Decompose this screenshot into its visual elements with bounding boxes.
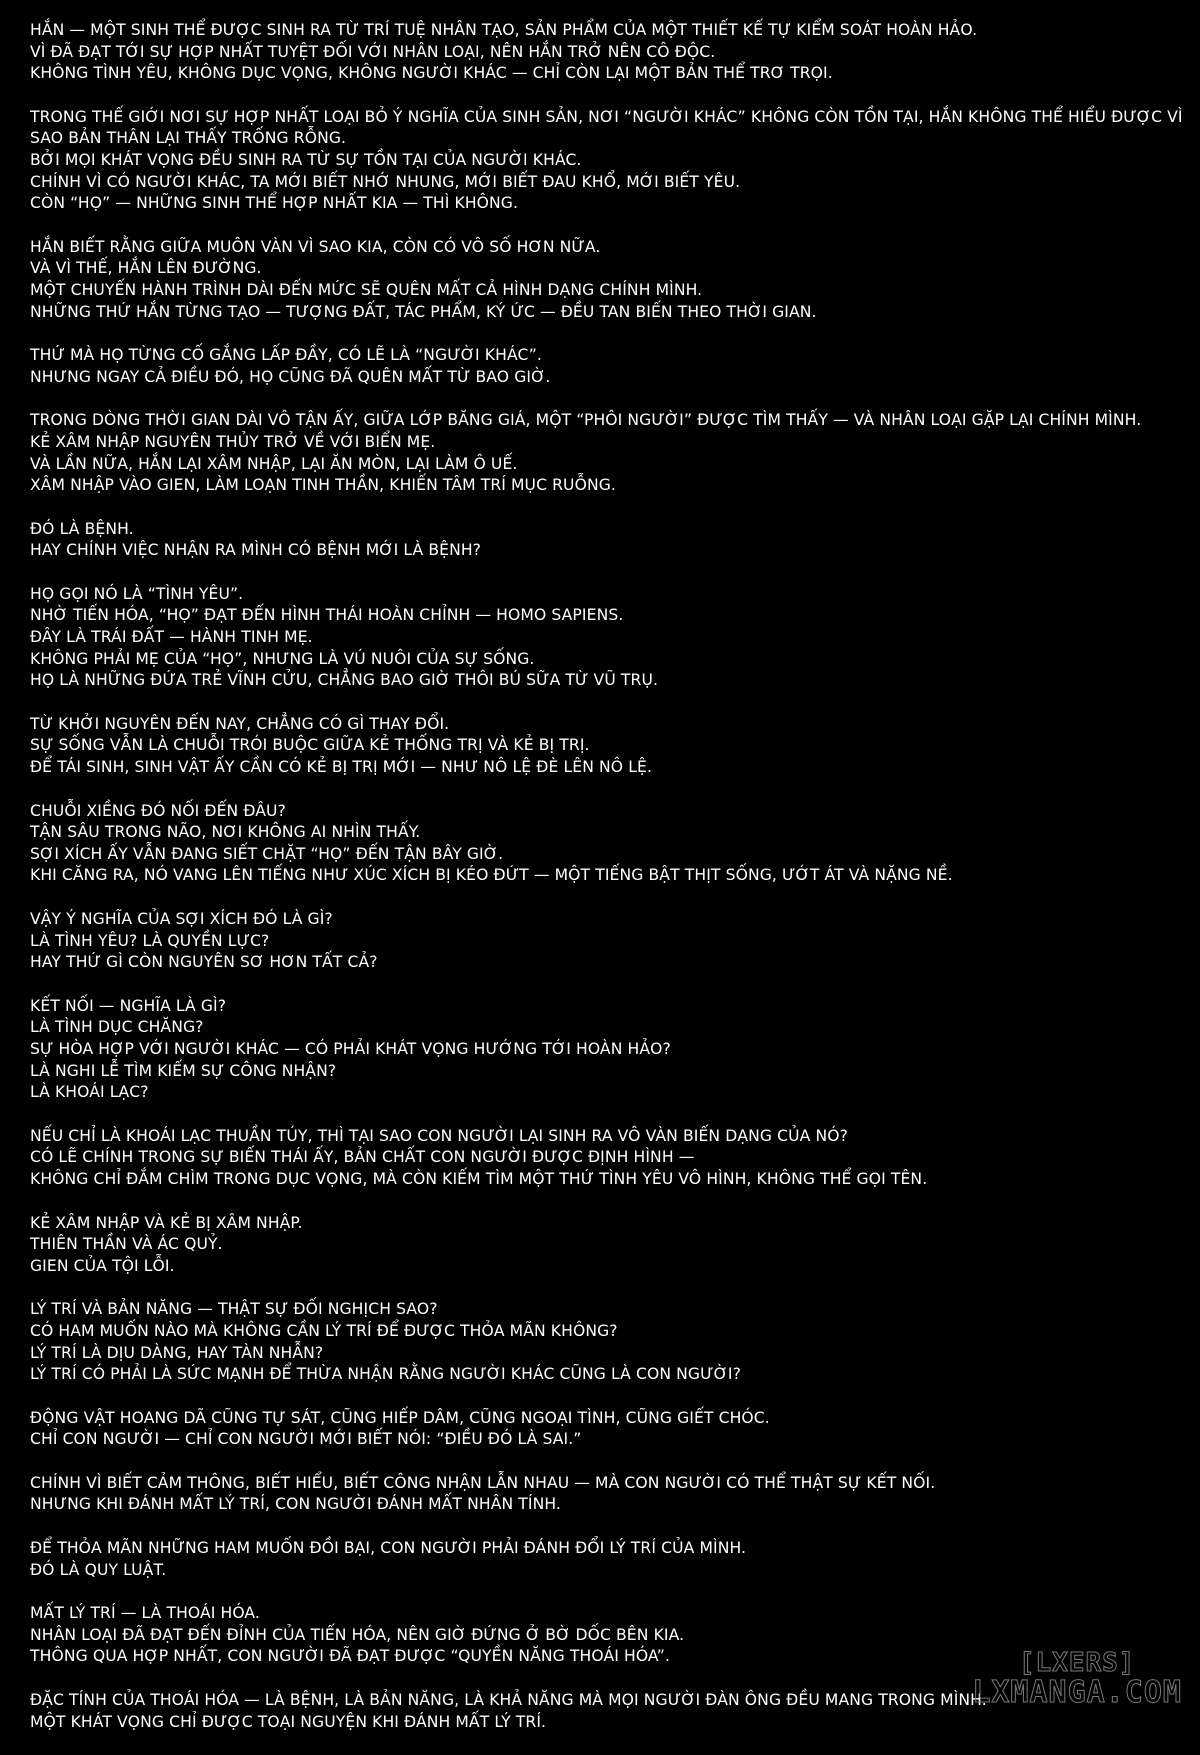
text-line: KHÔNG TÌNH YÊU, KHÔNG DỤC VỌNG, KHÔNG NGƯỜI KHÁC — CHỈ CÒN LẠI MỘT BẢN THỂ TRƠ TRỌI. [30,64,833,83]
text-line: CHUỖI XIỀNG ĐÓ NỐI ĐẾN ĐÂU? [30,801,286,820]
text-line: MỘT KHÁT VỌNG CHỈ ĐƯỢC TOẠI NGUYỆN KHI ĐÁNH MẤT LÝ TRÍ. [30,1712,547,1731]
text-line: KẾT NỐI — NGHĨA LÀ GÌ? [30,996,227,1015]
text-line: ĐÓ LÀ QUY LUẬT. [30,1560,167,1579]
text-line: NHƯNG KHI ĐÁNH MẤT LÝ TRÍ, CON NGƯỜI ĐÁNH MẤT NHÂN TÍNH. [30,1495,561,1514]
text-line: NHỜ TIẾN HÓA, “HỌ” ĐẠT ĐẾN HÌNH THÁI HOÀN CHỈNH — HOMO SAPIENS. [30,606,624,625]
text-line: THỨ MÀ HỌ TỪNG CỐ GẮNG LẤP ĐẦY, CÓ LẼ LÀ “NGƯỜI KHÁC”. [30,346,542,365]
text-line: MỘT CHUYẾN HÀNH TRÌNH DÀI ĐẾN MỨC SẼ QUÊN MẤT CẢ HÌNH DẠNG CHÍNH MÌNH. [30,280,703,299]
text-line: HAY THỨ GÌ CÒN NGUYÊN SƠ HƠN TẤT CẢ? [30,953,378,972]
text-line: LÝ TRÍ VÀ BẢN NĂNG — THẬT SỰ ĐỐI NGHỊCH SAO? [30,1300,438,1319]
text-line: ĐÂY LÀ TRÁI ĐẤT — HÀNH TINH MẸ. [30,628,313,647]
text-line: THÔNG QUA HỢP NHẤT, CON NGƯỜI ĐÃ ĐẠT ĐƯỢC “QUYỀN NĂNG THOÁI HÓA”. [30,1647,671,1666]
text-line: LÝ TRÍ CÓ PHẢI LÀ SỨC MẠNH ĐỂ THỪA NHẬN RẰNG NGƯỜI KHÁC CŨNG LÀ CON NGƯỜI? [30,1365,741,1384]
text-line: VÀ VÌ THẾ, HẮN LÊN ĐƯỜNG. [30,259,262,278]
text-line: SỰ HÒA HỢP VỚI NGƯỜI KHÁC — CÓ PHẢI KHÁT VỌNG HƯỚNG TỚI HOÀN HẢO? [30,1039,671,1058]
text-line: CHỈ CON NGƯỜI — CHỈ CON NGƯỜI MỚI BIẾT NÓI: “ĐIỀU ĐÓ LÀ SAI.” [30,1430,582,1449]
text-line: GIEN CỦA TỘI LỖI. [30,1256,175,1275]
text-line: ĐỘNG VẬT HOANG DÃ CŨNG TỰ SÁT, CŨNG HIẾP DÂM, CŨNG NGOẠI TÌNH, CŨNG GIẾT CHÓC. [30,1408,770,1427]
text-line: KẺ XÂM NHẬP NGUYÊN THỦY TRỞ VỀ VỚI BIỂN MẸ. [30,432,436,451]
watermark [972,1648,1182,1708]
paragraph [30,1126,1200,1191]
text-line: ĐÓ LÀ BỆNH. [30,519,134,538]
paragraph [30,107,1200,215]
text-line: SỢI XÍCH ẤY VẪN ĐANG SIẾT CHẶT “HỌ” ĐẾN TẬN BÂY GIỜ. [30,844,504,863]
text-line: LÀ TÌNH YÊU? LÀ QUYỀN LỰC? [30,931,270,950]
text-line: ĐỂ THỎA MÃN NHỮNG HAM MUỐN ĐỒI BẠI, CON NGƯỜI PHẢI ĐÁNH ĐỔI LÝ TRÍ CỦA MÌNH. [30,1539,747,1558]
text-line: LÀ TÌNH DỤC CHĂNG? [30,1018,204,1037]
text-line: CHÍNH VÌ BIẾT CẢM THÔNG, BIẾT HIỂU, BIẾT CÔNG NHẬN LẪN NHAU — MÀ CON NGƯỜI CÓ THỂ THẬT SỰ KẾT NỐI. [30,1473,936,1492]
text-line: ĐẶC TÍNH CỦA THOÁI HÓA — LÀ BỆNH, LÀ BẢN NĂNG, LÀ KHẢ NĂNG MÀ MỌI NGƯỜI ĐÀN ÔNG ĐỀU MANG TRONG MÌNH. [30,1691,987,1710]
paragraph [30,1213,1200,1278]
text-line: ĐỂ TÁI SINH, SINH VẬT ẤY CẦN CÓ KẺ BỊ TRỊ MỚI — NHƯ NÔ LỆ ĐÈ LÊN NÔ LỆ. [30,758,653,777]
paragraph [30,237,1200,323]
text-line: VÌ ĐÃ ĐẠT TỚI SỰ HỢP NHẤT TUYỆT ĐỐI VỚI NHÂN LOẠI, NÊN HẮN TRỞ NÊN CÔ ĐỘC. [30,42,716,61]
text-line: HAY CHÍNH VIỆC NHẬN RA MÌNH CÓ BỆNH MỚI LÀ BỆNH? [30,541,482,560]
text-line: LÀ KHOÁI LẠC? [30,1083,149,1102]
text-line: NHỮNG THỨ HẮN TỪNG TẠO — TƯỢNG ĐẤT, TÁC PHẨM, KÝ ỨC — ĐỀU TAN BIẾN THEO THỜI GIAN. [30,302,817,321]
text-line: LÀ NGHI LỄ TÌM KIẾM SỰ CÔNG NHẬN? [30,1061,337,1080]
paragraph [30,714,1200,779]
text-line: KHI CĂNG RA, NÓ VANG LÊN TIẾNG NHƯ XÚC XÍCH BỊ KÉO ĐỨT — MỘT TIẾNG BẬT THỊT SỐNG, ƯỚT ÁT VÀ NẶNG NỀ. [30,866,953,885]
text-line: TẬN SÂU TRONG NÃO, NƠI KHÔNG AI NHÌN THẤY. [30,823,421,842]
paragraph [30,410,1200,496]
paragraph [30,1299,1200,1385]
text-line: HỌ GỌI NÓ LÀ “TÌNH YÊU”. [30,584,244,603]
paragraph [30,519,1200,562]
text-line: VÀ LẦN NỮA, HẮN LẠI XÂM NHẬP, LẠI ĂN MÒN, LẠI LÀM Ô UẾ. [30,454,518,473]
text-line: TRONG DÒNG THỜI GIAN DÀI VÔ TẬN ẤY, GIỮA LỚP BĂNG GIÁ, MỘT “PHÔI NGƯỜI” ĐƯỢC TÌM THẤY — VÀ NHÂN LOẠI GẶP LẠI CHÍNH MÌNH. [30,411,1142,430]
text-line: SỰ SỐNG VẪN LÀ CHUỖI TRÓI BUỘC GIỮA KẺ THỐNG TRỊ VÀ KẺ BỊ TRỊ. [30,736,590,755]
text-line: KẺ XÂM NHẬP VÀ KẺ BỊ XÂM NHẬP. [30,1213,303,1232]
paragraph [30,1538,1200,1581]
text-line: NHÂN LOẠI ĐÃ ĐẠT ĐẾN ĐỈNH CỦA TIẾN HÓA, NÊN GIỜ ĐỨNG Ở BỜ DỐC BÊN KIA. [30,1625,685,1644]
paragraph [30,996,1200,1104]
text-line: HẮN — MỘT SINH THỂ ĐƯỢC SINH RA TỪ TRÍ TUỆ NHÂN TẠO, SẢN PHẨM CỦA MỘT THIẾT KẾ TỰ KIỂM SOÁT HOÀN HẢO. [30,21,978,39]
paragraph [30,345,1200,388]
text-line: NẾU CHỈ LÀ KHOÁI LẠC THUẦN TÚY, THÌ TẠI SAO CON NGƯỜI LẠI SINH RA VÔ VÀN BIẾN DẠNG CỦA NÓ? [30,1126,848,1145]
text-line: TỪ KHỞI NGUYÊN ĐẾN NAY, CHẲNG CÓ GÌ THAY ĐỔI. [30,714,450,733]
text-line: CÓ HAM MUỐN NÀO MÀ KHÔNG CẦN LÝ TRÍ ĐỂ ĐƯỢC THỎA MÃN KHÔNG? [30,1321,618,1340]
watermark-top: [LXERS] [1018,1648,1136,1678]
paragraph [30,20,1200,85]
text-line: NHƯNG NGAY CẢ ĐIỀU ĐÓ, HỌ CŨNG ĐÃ QUÊN MẤT TỪ BAO GIỜ. [30,367,551,386]
paragraph [30,1408,1200,1451]
text-line: HẮN BIẾT RẰNG GIỮA MUÔN VÀN VÌ SAO KIA, CÒN CÓ VÔ SỐ HƠN NỮA. [30,237,601,256]
text-line: MẤT LÝ TRÍ — LÀ THOÁI HÓA. [30,1604,260,1623]
text-line: XÂM NHẬP VÀO GIEN, LÀM LOẠN TINH THẦN, KHIẾN TÂM TRÍ MỤC RUỖNG. [30,476,616,495]
text-line: CHÍNH VÌ CÓ NGƯỜI KHÁC, TA MỚI BIẾT NHỚ NHUNG, MỚI BIẾT ĐAU KHỔ, MỚI BIẾT YÊU. [30,172,741,191]
paragraph [30,909,1200,974]
paragraph [30,584,1200,692]
text-line: BỞI MỌI KHÁT VỌNG ĐỀU SINH RA TỪ SỰ TỒN TẠI CỦA NGƯỜI KHÁC. [30,150,582,169]
text-line: CÒN “HỌ” — NHỮNG SINH THỂ HỢP NHẤT KIA — THÌ KHÔNG. [30,194,519,213]
paragraph [30,801,1200,887]
text-line: THIÊN THẦN VÀ ÁC QUỶ. [30,1235,223,1254]
text-line: HỌ LÀ NHỮNG ĐỨA TRẺ VĨNH CỬU, CHẲNG BAO GIỜ THÔI BÚ SỮA TỪ VŨ TRỤ. [30,671,659,690]
text-line: LÝ TRÍ LÀ DỊU DÀNG, HAY TÀN NHẪN? [30,1343,324,1362]
text-line: TRONG THẾ GIỚI NƠI SỰ HỢP NHẤT LOẠI BỎ Ý NGHĨA CỦA SINH SẢN, NƠI “NGƯỜI KHÁC” KHÔNG CÒN TỒN TẠI, HẮN KHÔNG THỂ HIỂU ĐƯỢC VÌ SAO BẢN THÂN LẠI THẤY TRỐNG RỖNG. [30,107,1183,148]
watermark-bottom: LXMANGA.COM [972,1675,1182,1710]
paragraph [30,1473,1200,1516]
text-line: KHÔNG PHẢI MẸ CỦA “HỌ”, NHƯNG LÀ VÚ NUÔI CỦA SỰ SỐNG. [30,649,535,668]
text-line: VẬY Ý NGHĨA CỦA SỢI XÍCH ĐÓ LÀ GÌ? [30,910,333,928]
document-body [30,20,1200,1755]
text-line: CÓ LẼ CHÍNH TRONG SỰ BIẾN THÁI ẤY, BẢN CHẤT CON NGƯỜI ĐƯỢC ĐỊNH HÌNH — [30,1148,695,1167]
text-line: KHÔNG CHỈ ĐẮM CHÌM TRONG DỤC VỌNG, MÀ CÒN KIẾM TÌM MỘT THỨ TÌNH YÊU VÔ HÌNH, KHÔNG THỂ GỌI TÊN. [30,1169,928,1188]
